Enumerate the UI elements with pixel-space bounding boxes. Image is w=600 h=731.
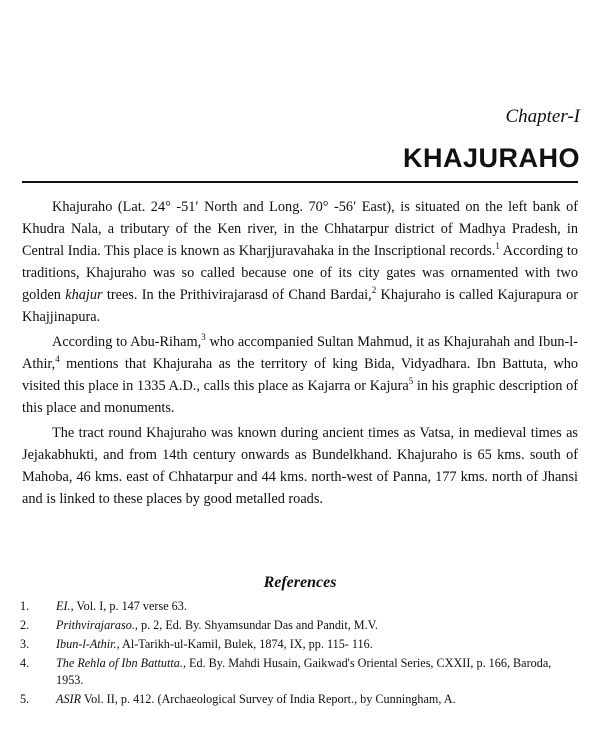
paragraph-text: The tract round Khajuraho was known during ancient times as Vatsa, in medieval times as Jejakabhukti, and from 14th century onwards as Bundelkhand. Khajuraho is 65 kms. south of Mahoba, 46 kms. east of Chhatarpur and 44 kms. north-west of Panna, 177 kms. north of Jhansi and is linked to these places by good metalled roads. (22, 425, 578, 507)
footnote-ref: 5 (408, 376, 414, 387)
footnote-ref: 4 (55, 354, 60, 365)
reference-details: , Ed. By. Mahdi Husain, Gaikwad's Oriental Series, CXXII, p. 166, Baroda, 1953. (56, 656, 552, 687)
reference-title: ASIR (56, 692, 82, 706)
paragraph-text: According to Abu-Riham, (52, 334, 202, 350)
paragraph-text: Khajuraho is called Kajurapura or Khajjinapura. (22, 287, 578, 325)
references-heading: References (263, 574, 337, 591)
emphasis-term: khajur (65, 287, 103, 303)
reference-number: 2. (20, 618, 30, 632)
paragraph-text: trees. In the Prithivirajarasd of Chand Bardai, (102, 287, 372, 303)
reference-item (20, 691, 578, 708)
footnote-ref: 3 (201, 332, 206, 343)
title-rule (22, 181, 578, 183)
footnote-ref: 2 (371, 285, 377, 296)
footnote-ref: 1 (495, 241, 500, 252)
paragraph-text: According to traditions, Khajuraho was so called because one of its city gates was ornamented with two golden (22, 243, 578, 303)
reference-title: EI. (56, 599, 71, 613)
reference-details: , Vol. I, p. 147 verse 63. (70, 599, 187, 613)
chapter-title: KHAJURAHO (402, 143, 580, 173)
paragraph-text: in his graphic description of this place and monuments. (22, 378, 578, 416)
reference-details: , p. 2, Ed. By. Shyamsundar Das and Pandit, M.V. (134, 618, 378, 632)
body-text (22, 196, 578, 513)
paragraph-text: mentions that Khajuraha as the territory of king Bida, Vidyadhara. Ibn Battuta, who visited this place in 1335 A.D., calls this place as Kajarra or Kajura (22, 356, 578, 394)
reference-number: 5. (20, 692, 30, 706)
paragraph-1 (22, 196, 578, 328)
paragraph-text: Khajuraho (Lat. 24° -51′ North and Long. 70° -56′ East), is situated on the left bank of Khudra Nala, a tributary of the Ken river, in the Chhatarpur district of Madhya Pradesh, in Central India. This place is known as Kharjjuravahaka in the Inscriptional records. (22, 199, 578, 259)
reference-item (20, 636, 578, 653)
references-list (20, 598, 578, 710)
reference-title: Ibun-l-Athir. (56, 637, 117, 651)
reference-title: The Rehla of Ibn Battutta. (56, 656, 183, 670)
reference-number: 4. (20, 656, 30, 670)
paragraph-2 (22, 331, 578, 419)
reference-item (20, 617, 578, 634)
reference-item (20, 655, 578, 689)
reference-details: , Al-Tarikh-ul-Kamil, Bulek, 1874, IX, pp. 115- 116. (116, 637, 373, 651)
paragraph-3 (22, 422, 578, 510)
reference-number: 1. (20, 599, 30, 613)
reference-number: 3. (20, 637, 30, 651)
reference-details: Vol. II, p. 412. (Archaeological Survey of India Report., by Cunningham, A. (81, 692, 456, 706)
paragraph-text: who accompanied Sultan Mahmud, it as Khajurahah and Ibun-l-Athir, (22, 334, 579, 372)
reference-item (20, 598, 578, 615)
reference-title: Prithvirajaraso. (56, 618, 135, 632)
chapter-label: Chapter-I (505, 106, 580, 127)
